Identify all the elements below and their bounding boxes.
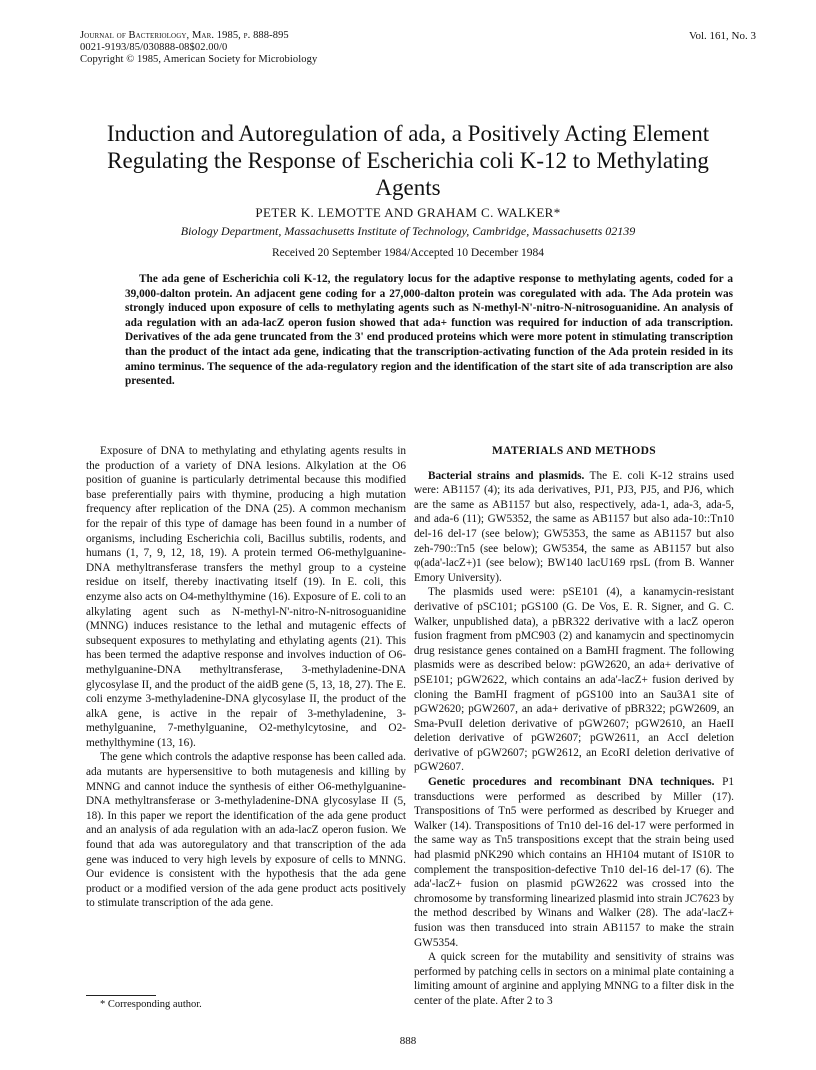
intro-paragraph-2: The gene which controls the adaptive response has been called ada. ada mutants are hypersensitive to both mutagenesis and killing by MNNG and cannot induce the synthesis of either O6-methylguanine-DNA methyltransferase or 3-methyladenine-DNA glycosylase II (5, 18). In this paper we report the identification of the ada gene product and an analysis of ada regulation with an ada-lacZ operon fusion. We found that ada was autoregulatory and that transcription of the ada gene was induced to very high levels by exposure of cells to MNNG. Our evidence is consistent with the hypothesis that the ada gene product or a modified version of the ada gene product acts positively to stimulate transcription of the ada gene. — [86, 751, 406, 910]
author-affiliation: Biology Department, Massachusetts Institute of Technology, Cambridge, Massachusetts 02139 — [180, 224, 636, 238]
intro-paragraph-1: Exposure of DNA to methylating and ethylating agents results in the production of a variety of DNA lesions. Alkylation at the O6 position of guanine is particularly detrimental because this modified base preferentially pairs with thymine, producing a high mutation frequency after replication of the DNA (25). A common mechanism for the repair of this type of damage has been found in a number of organisms, including Escherichia coli, Bacillus subtilis, rodents, and humans (1, 7, 9, 12, 18, 19). A protein termed O6-methylguanine-DNA methyltransferase transfers the methyl group to a cysteine residue on itself, thereby inactivating itself (19). In E. coli, this enzyme also acts on O4-methylthymine (16). Exposure of E. coli to an alkylating agent such as N-methyl-N'-nitro-N-nitrosoguanidine (MNNG) induces resistance to the lethal and mutagenic effects of subsequent exposures to methylating and ethylating agents (21). This has been termed the adaptive response and involves induction of O6-methylguanine-DNA methyltransferase, 3-methyladenine-DNA glycosylase II, and the product of the aidB gene (5, 13, 18, 27). The E. coli enzyme 3-methyladenine-DNA glycosylase II, the product of the alkA gene, is active in the repair of 3-methyladenine, 3-methylguanine, 7-methylguanine, O2-methylcytosine, and O2-methylthymine (13, 16). — [86, 445, 406, 749]
left-column — [86, 444, 406, 911]
screen-paragraph: A quick screen for the mutability and sensitivity of strains was performed by patching cells in sectors on a minimal plate containing a limiting amount of arginine and applying MNNG to a filter disk in the center of the plate. After 2 to 3 — [414, 951, 734, 1007]
footnote: * Corresponding author. — [100, 999, 202, 1010]
genetic-text: P1 transductions were performed as described by Miller (17). Transpositions of Tn5 were performed as described by Krueger and Walker (14). Transpositions of Tn10 del-16 del-17 were performed in the same way as Tn5 transpositions except that the strain being used had plasmid pNK290 which contains an HH104 mutant of IS10R to complement the transposition-defective Tn10 del-16 del-17 (6). The ada'-lacZ+ fusion on plasmid pGW2622 was crossed into the chromosome by transforming linearized plasmid into strain JC7623 by the method described by Winans and Walker (28). The ada'-lacZ+ fusion was then transduced into strain AB1157 to make the strain GW5354. — [414, 776, 734, 949]
strains-text: The E. coli K-12 strains used were: AB1157 (4); its ada derivatives, PJ1, PJ3, PJ5, and PJ6, which are the same as AB1157 but also, respectively, ada-1, ada-3, ada-5, and ada-6 (11); GW5352, the same as AB1157 but also ada-10::Tn10 del-16 del-17 (see below); GW5353, the same as AB1157 but also zeh-790::Tn5 (see below); GW5354, the same as AB1157 but also φ(ada'-lacZ+)1 (see below); BW140 lacU169 rpsL (from B. Wanner Emory University). — [414, 469, 734, 584]
right-column — [414, 444, 734, 1009]
genetic-heading: Genetic procedures and recombinant DNA techniques. — [428, 776, 715, 789]
copyright-line: Copyright © 1985, American Society for Microbiology — [80, 54, 318, 65]
abstract: The ada gene of Escherichia coli K-12, the regulatory locus for the adaptive response to methylating agents, coded for a 39,000-dalton protein. An adjacent gene coding for a 27,000-dalton protein was coregulated with ada. The Ada protein was strongly induced upon exposure of cells to methylating agents such as N-methyl-N'-nitro-N-nitrosoguanidine. An analysis of ada regulation with an ada-lacZ operon fusion showed that ada+ function was required for induction of ada transcription. Derivatives of the ada gene truncated from the 3' end produced proteins which were more potent in stimulating transcription than the product of the intact ada gene, indicating that the transcription-activating function of the Ada protein resided in its amino terminus. The sequence of the ada-regulatory region and the identification of the start site of ada transcription are also presented. — [125, 273, 733, 388]
article-title: Induction and Autoregulation of ada, a Positively Acting Element Regulating the Response of Escherichia coli K-12 to Methylating Agents — [106, 121, 710, 200]
footnote-divider — [86, 995, 156, 996]
genetic-paragraph — [414, 775, 734, 950]
strains-paragraph — [414, 469, 734, 586]
received-dates: Received 20 September 1984/Accepted 10 December 1984 — [271, 247, 545, 259]
issn-line: 0021-9193/85/030888-08$02.00/0 — [80, 42, 228, 53]
strains-heading: Bacterial strains and plasmids. — [428, 469, 585, 482]
plasmids-paragraph: The plasmids used were: pSE101 (4), a kanamycin-resistant derivative of pSC101; pGS100 (G. De Vos, E. R. Signer, and G. C. Walker, unpublished data), a pBR322 derivative with a lacZ operon fusion fragment from pMC903 (2) and kanamycin and spectinomycin drug resistance genes contained on a BamHI fragment. The following plasmids were as described below: pGW2620, an ada+ derivative of pSE101; pGW2622, which contains an ada'-lacZ+ fusion derived by cloning the BamHI fragment of pGS100 into an Sau3A1 site of pGW2620; pGW2607, an ada+ derivative of pBR322; pGW2609, an Sma-PvuII deletion derivative of pGW2607; pGW2610, an HaeII deletion derivative of pGW2607; pGW2611, an AccI deletion derivative of pGW2607; pGW2612, an EcoRI deletion derivative of pGW2607. — [414, 586, 734, 774]
running-header — [80, 30, 317, 66]
page-number: 888 — [399, 1035, 417, 1047]
author-list: PETER K. LEMOTTE AND GRAHAM C. WALKER* — [255, 205, 561, 220]
journal-citation: Journal of Bacteriology, Mar. 1985, p. 888-895 — [80, 30, 289, 41]
volume-issue: Vol. 161, No. 3 — [688, 30, 756, 42]
section-heading-methods: MATERIALS AND METHODS — [492, 445, 656, 457]
